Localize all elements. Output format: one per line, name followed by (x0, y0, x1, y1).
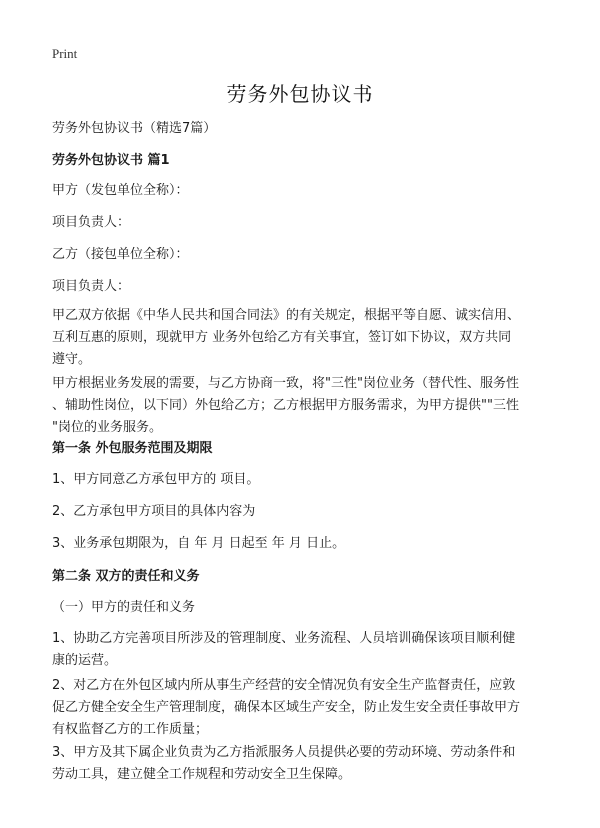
print-label: Print (52, 46, 78, 61)
article1-title: 第一条 外包服务范围及期限 (52, 441, 213, 456)
article1-item: 2、乙方承包甲方项目的具体内容为 (52, 504, 256, 519)
article1-item: 3、业务承包期限为，自 年 月 日起至 年 月 日止。 (52, 536, 346, 551)
document-title: 劳务外包协议书 (226, 82, 374, 106)
item-line: 2、对乙方在外包区域内所从事生产经营的安全情况负有安全生产监督责任，应敦 (52, 678, 516, 693)
intro-paragraph (52, 305, 552, 371)
article1-item: 1、甲方同意乙方承包甲方的 项目。 (52, 472, 260, 487)
intro2-paragraph (52, 373, 552, 439)
item-line: 3、甲方及其下属企业负责为乙方指派服务人员提供必要的劳动环境、劳动条件和 (52, 745, 516, 760)
party-b-manager-field: 项目负责人： (52, 279, 131, 294)
item-line: 劳动工具，建立健全工作规程和劳动安全卫生保障。 (52, 767, 352, 782)
responsibility-item-1 (52, 628, 552, 672)
item-line: 康的运营。 (52, 653, 118, 668)
intro-line: 甲乙双方依据《中华人民共和国合同法》的有关规定，根据平等自愿、诚实信用、 (52, 308, 521, 323)
article2-subheading: （一）甲方的责任和义务 (52, 600, 196, 615)
article2-title: 第二条 双方的责任和义务 (52, 569, 200, 584)
intro2-line: 甲方根据业务发展的需要，与乙方协商一致，将"三性"岗位业务（替代性、服务性 (52, 376, 519, 391)
party-a-field: 甲方（发包单位全称）： (52, 183, 189, 198)
responsibility-item-3 (52, 742, 552, 786)
section-title: 劳务外包协议书 篇1 (52, 153, 170, 168)
responsibility-item-2 (52, 675, 552, 741)
intro2-line: "岗位的业务服务。 (52, 420, 162, 435)
intro-line: 遵守。 (52, 352, 92, 367)
party-b-field: 乙方（接包单位全称）： (52, 247, 189, 262)
intro-line: 互利互惠的原则，现就甲方 业务外包给乙方有关事宜，签订如下协议，双方共同 (52, 330, 512, 345)
item-line: 有权监督乙方的工作质量； (52, 722, 209, 737)
item-line: 1、协助乙方完善项目所涉及的管理制度、业务流程、人员培训确保该项目顺利健 (52, 631, 516, 646)
party-a-manager-field: 项目负责人： (52, 215, 131, 230)
item-line: 促乙方健全安全生产管理制度，确保本区域生产安全，防止发生安全责任事故甲方 (52, 700, 521, 715)
document-subtitle: 劳务外包协议书（精选7篇） (52, 121, 217, 136)
intro2-line: 、辅助性岗位，以下同）外包给乙方；乙方根据甲方服务需求，为甲方提供""三性 (52, 398, 519, 413)
